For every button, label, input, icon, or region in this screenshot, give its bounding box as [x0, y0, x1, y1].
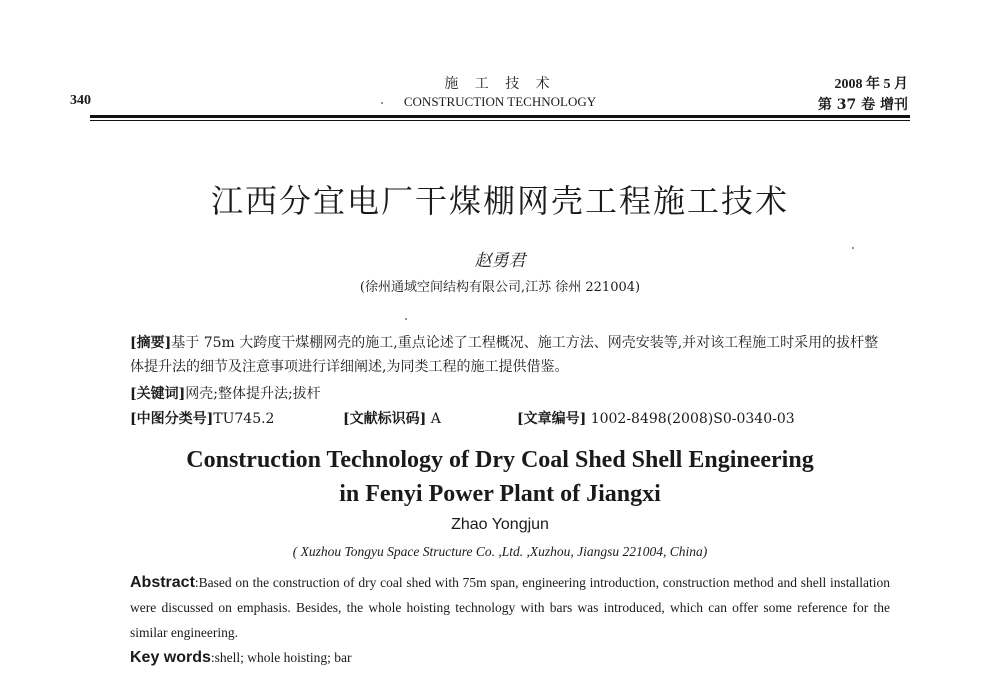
doc-code-label: [文献标识码]	[343, 411, 427, 427]
abstract-cn-label: [摘要]	[130, 335, 172, 351]
scan-speck	[381, 102, 383, 104]
clc-label: [中图分类号]	[130, 411, 214, 427]
clc-value: TU745.2	[213, 411, 275, 427]
volume-info: 第 37 卷 增刊	[817, 97, 908, 113]
affiliation-cn: (徐州通域空间结构有限公司,江苏 徐州 221004)	[359, 280, 641, 295]
keywords-cn-label: [关键词]	[130, 386, 186, 402]
article-title-en	[0, 443, 1000, 511]
journal-name-en: CONSTRUCTION TECHNOLOGY	[403, 94, 597, 109]
doc-code-value: A	[426, 411, 441, 427]
article-title-en-line1: Construction Technology of Dry Coal Shed Shell Engineering	[186, 447, 814, 473]
abstract-en-text: :Based on the construction of dry coal shed with 75m span, engineering introduction, construction method and shell installation were discussed on emphasis. Besides, the whole hoisting technology with bars was introduced, which can offer some reference for the similar engineering.	[130, 575, 890, 640]
article-no-value: 1002-8498(2008)S0-0340-03	[586, 411, 795, 427]
affiliation-en: ( Xuzhou Tongyu Space Structure Co. ,Ltd. ,Xuzhou, Jiangsu 221004, China)	[292, 544, 708, 559]
abstract-en-label: Abstract	[130, 574, 195, 591]
classification-row	[130, 408, 890, 428]
keywords-cn-text: 网壳;整体提升法;拔杆	[185, 386, 321, 402]
article-title-cn: 江西分宜电厂干煤棚网壳工程施工技术	[210, 182, 789, 220]
issue-date: 2008 年 5 月	[834, 77, 908, 92]
keywords-en-text: :shell; whole hoisting; bar	[210, 650, 352, 665]
page-number: 340	[70, 93, 91, 108]
article-title-en-line2: in Fenyi Power Plant of Jiangxi	[339, 481, 661, 507]
scan-speck	[405, 318, 407, 320]
scan-speck	[852, 247, 854, 249]
author-en: Zhao Yongjun	[451, 516, 549, 533]
article-no-label: [文章编号]	[517, 411, 587, 427]
header-rule-thin	[90, 120, 910, 121]
keywords-en	[130, 649, 352, 667]
abstract-cn	[130, 331, 890, 379]
doc-code-field	[343, 408, 441, 428]
keywords-cn	[130, 383, 321, 403]
keywords-en-label: Key words	[130, 649, 211, 666]
journal-name-cn: 施 工 技 术	[444, 76, 556, 92]
author-cn: 赵勇君	[474, 251, 526, 271]
clc-field	[130, 411, 274, 427]
header-rule-thick	[90, 115, 910, 118]
abstract-en	[130, 570, 890, 645]
abstract-cn-text: 基于 75m 大跨度干煤棚网壳的施工,重点论述了工程概况、施工方法、网壳安装等,并对该工程施工时采用的拔杆整体提升法的细节及注意事项进行详细阐述,为同类工程的施工提供借鉴。	[130, 335, 879, 375]
article-no-field	[517, 408, 795, 428]
